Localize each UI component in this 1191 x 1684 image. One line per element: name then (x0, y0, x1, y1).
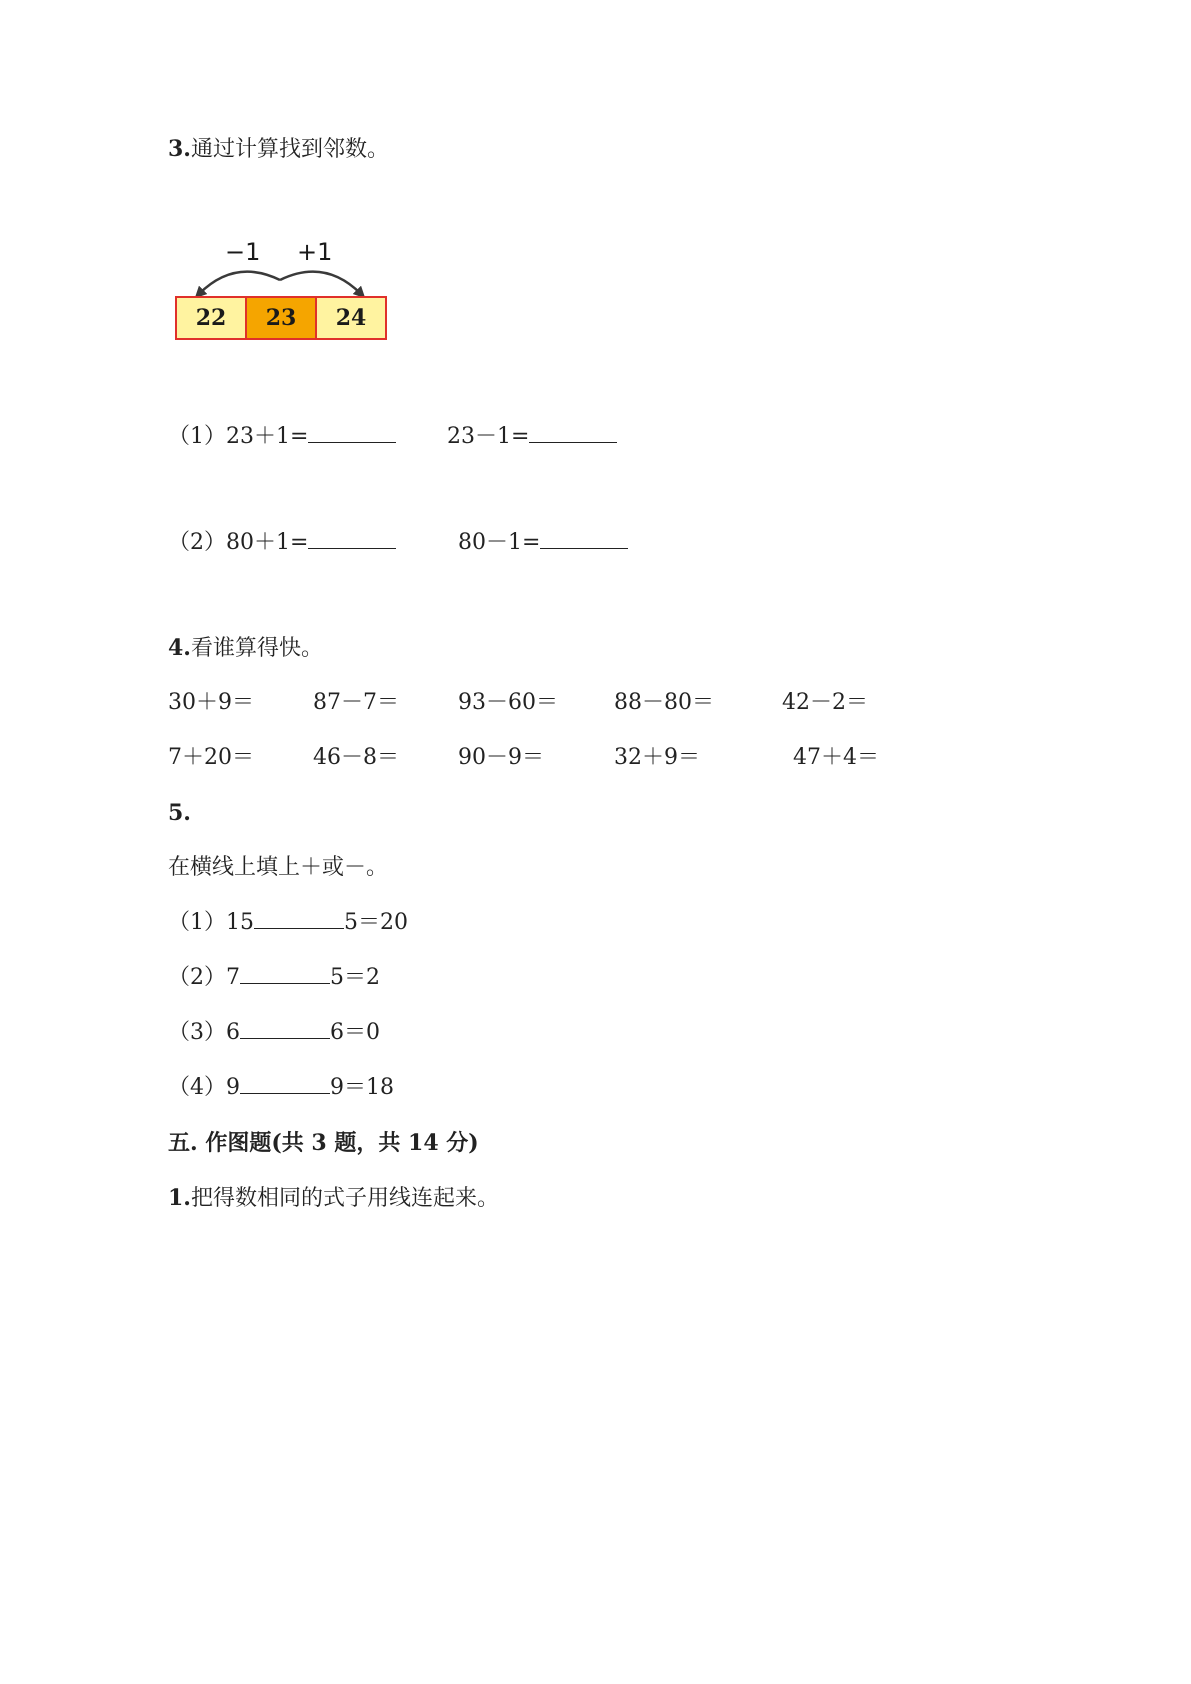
neighbor-arrows (175, 240, 385, 300)
answer-blank[interactable] (308, 422, 396, 443)
q5-number: 5. (168, 800, 191, 826)
q4-expr: 32＋9＝ (614, 745, 700, 770)
q4-title (168, 633, 323, 664)
s5q1-number: 1. (168, 1185, 191, 1211)
answer-blank[interactable] (529, 422, 617, 443)
q4-expr: 88－80＝ (614, 690, 714, 715)
q4-expr: 90－9＝ (458, 745, 544, 770)
q5-instruction: 在横线上填上＋或－。 (168, 855, 389, 880)
q4-expr: 87－7＝ (313, 690, 399, 715)
left-arrow (199, 272, 280, 294)
q3-title (168, 134, 389, 165)
q4-expr: 47＋4＝ (793, 745, 879, 770)
box-left: 22 (177, 298, 247, 338)
q4-expr: 30＋9＝ (168, 690, 254, 715)
q3-number: 3. (168, 136, 191, 162)
q4-title-text: 看谁算得快。 (190, 636, 323, 661)
q3-row2-right: 80－1= (458, 528, 628, 558)
q4-expr: 93－60＝ (458, 690, 558, 715)
q3-title-text: 通过计算找到邻数。 (190, 137, 389, 162)
s5q1-title-text: 把得数相同的式子用线连起来。 (190, 1186, 499, 1211)
q5-item: （3）6 6＝0 (168, 1020, 380, 1045)
answer-blank[interactable] (308, 528, 396, 549)
q5-item: （2）7 5＝2 (168, 965, 380, 990)
number-boxes (175, 296, 387, 340)
q3-row1-left: （1）23＋1= (168, 422, 396, 452)
answer-blank[interactable] (540, 528, 628, 549)
q5-item: （4）9 9＝18 (168, 1075, 394, 1100)
neighbor-number-figure (175, 240, 385, 345)
q5-item: （1）15 5＝20 (168, 910, 408, 935)
q3-row2-left: （2）80＋1= (168, 528, 396, 558)
box-center: 23 (247, 298, 317, 338)
answer-blank[interactable] (240, 1073, 330, 1094)
s5q1-title (168, 1183, 499, 1214)
plus-one-label: +1 (297, 238, 333, 266)
q4-expr: 42－2＝ (782, 690, 868, 715)
box-right: 24 (317, 298, 385, 338)
q4-expr: 46－8＝ (313, 745, 399, 770)
answer-blank[interactable] (254, 908, 344, 929)
answer-blank[interactable] (240, 963, 330, 984)
q4-expr: 7＋20＝ (168, 745, 254, 770)
answer-blank[interactable] (240, 1018, 330, 1039)
right-arrow (280, 272, 361, 294)
q4-number: 4. (168, 635, 191, 661)
minus-one-label: −1 (225, 238, 261, 266)
q3-row1-right: 23－1= (447, 422, 617, 452)
section-heading: 五. 作图题(共 3 题，共 14 分) (168, 1130, 479, 1156)
